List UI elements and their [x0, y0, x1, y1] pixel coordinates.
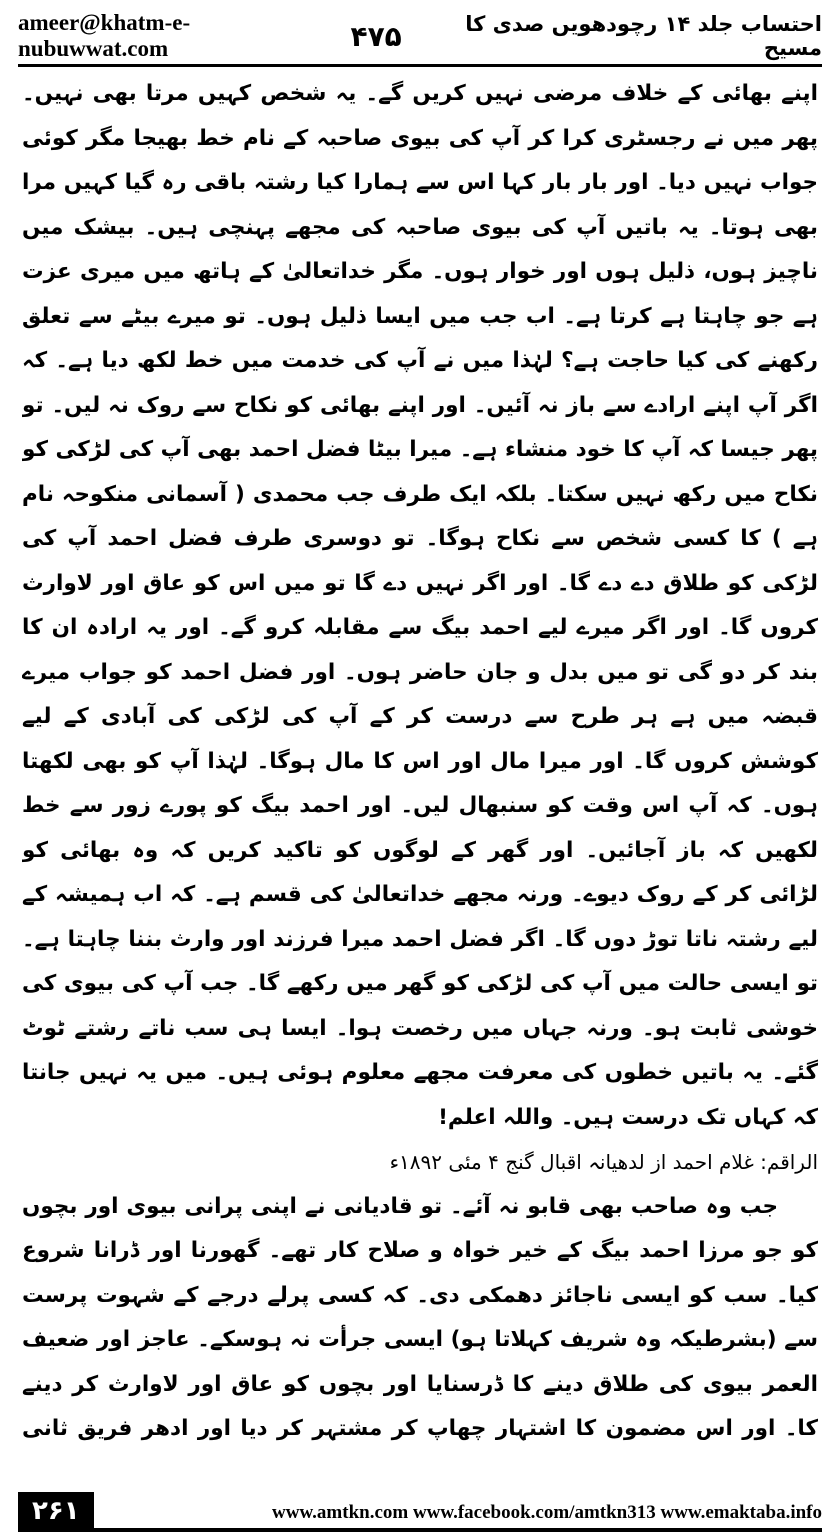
footer-divider — [94, 1528, 822, 1532]
header-left — [18, 10, 402, 62]
page-header — [18, 10, 822, 62]
footer-links[interactable]: www.amtkn.com www.facebook.com/amtkn313 www.emaktaba.info — [272, 1502, 822, 1523]
page-body — [22, 72, 818, 1462]
footer-links-area — [94, 1488, 822, 1532]
signature-line: الراقم: غلام احمد از لدھیانہ اقبال گنج ۴ مئی ۱۸۹۲ء — [389, 1150, 818, 1174]
header-book-title: احتساب جلد ۱۴ رچودھویں صدی کا مسیح — [465, 12, 822, 60]
paragraph-narration: جب وہ صاحب بھی قابو نہ آئے۔ تو قادیانی نے اپنی پرانی بیوی اور بچوں کو جو مرزا احمد بیگ کے خیر خواہ و صلاح کار تھے۔ گھورنا اور ڈرانا شروع کیا۔ سب کو ایسی ناجائز دھمکی دی۔ کہ کسی پرلے درجے کے شہوت پرست سے (بشرطیکہ وہ شریف کہلاتا ہو) ایسی جرأت نہ ہوسکے۔ عاجز اور ضعیف العمر بیوی کی طلاق دینے کا ڈرسنایا اور بچوں کو عاق اور لاوارث کر دینے کا۔ اور اس مضمون کا اشتہار چھاپ کر مشتہر کر دیا اور ادھر فریق ثانی — [22, 1193, 818, 1441]
header-divider — [18, 64, 822, 67]
footer-page-number: ۲۶۱ — [18, 1492, 94, 1532]
paragraph-letter: اپنے بھائی کے خلاف مرضی نہیں کریں گے۔ یہ شخص کہیں مرتا بھی نہیں۔ پھر میں نے رجسٹری کرا کر آپ کی بیوی صاحبہ کے نام خط بھیجا مگر کوئی جواب نہیں دیا۔ اور بار بار کہا اس سے ہمارا کیا رشتہ باقی رہ گیا کہیں مرا بھی ہوتا۔ یہ باتیں آپ کی بیوی صاحبہ کی مجھے پہنچی ہیں۔ بیشک میں ناچیز ہوں، ذلیل ہوں اور خوار ہوں۔ مگر خداتعالیٰ کے ہاتھ میں میری عزت ہے جو چاہتا ہے کرتا ہے۔ اب جب میں ایسا ذلیل ہوں۔ تو میرے بیٹے سے تعلق رکھنے کی کیا حاجت ہے؟ لہٰذا میں نے آپ کی خدمت میں خط لکھ دیا ہے۔ کہ اگر آپ اپنے ارادے سے باز نہ آئیں۔ اور اپنے بھائی کو نکاح سے روک نہ لیں۔ تو پھر جیسا کہ آپ کا خود منشاء ہے۔ میرا بیٹا فضل احمد بھی آپ کی لڑکی کو نکاح میں رکھ نہیں سکتا۔ بلکہ ایک طرف جب محمدی ( آسمانی منکوحہ نام ہے ) کا کسی شخص سے نکاح ہوگا۔ تو دوسری طرف فضل احمد آپ کی لڑکی کو طلاق دے دے گا۔ اور اگر نہیں دے گا تو میں اس کو عاق اور لاوارث کروں گا۔ اور اگر میرے لیے احمد بیگ سے مقابلہ کرو گے۔ اور یہ ارادہ ان کا بند کر دو گی تو میں بدل و جان حاضر ہوں۔ اور فضل احمد کو جواب میرے قبضہ میں ہے ہر طرح سے درست کر کے آپ کی لڑکی کی آبادی کے لیے کوشش کروں گا۔ اور میرا مال اور اس کا مال ہوگا۔ لہٰذا آپ کو بھی لکھتا ہوں۔ کہ آپ اس وقت کو سنبھال لیں۔ اور احمد بیگ کو پورے زور سے خط لکھیں کہ باز آجائیں۔ اور گھر کے لوگوں کو تاکید کریں کہ وہ بھائی کو لڑائی کر کے روک دیوے۔ ورنہ مجھے خداتعالیٰ کی قسم ہے۔ کہ اب ہمیشہ کے لیے رشتہ ناتا توڑ دوں گا۔ اگر فضل احمد میرا فرزند اور وارث بننا چاہتا ہے۔ تو ایسی حالت میں آپ کی لڑکی کو گھر میں رکھے گا۔ جب آپ کی بیوی کی خوشی ثابت ہو۔ ورنہ جہاں میں رخصت ہوا۔ ایسا ہی سب ناتے رشتے ٹوٹ گئے۔ یہ باتیں خطوں کی معرفت مجھے معلوم ہوئی ہیں۔ میں یہ نہیں جانتا کہ کہاں تک درست ہیں۔ واللہ اعلم! — [22, 81, 818, 1130]
header-page-number: ۴۷۵ — [350, 19, 402, 53]
header-email: ameer@khatm-e-nubuwwat.com — [18, 10, 191, 61]
page-footer — [18, 1488, 822, 1532]
